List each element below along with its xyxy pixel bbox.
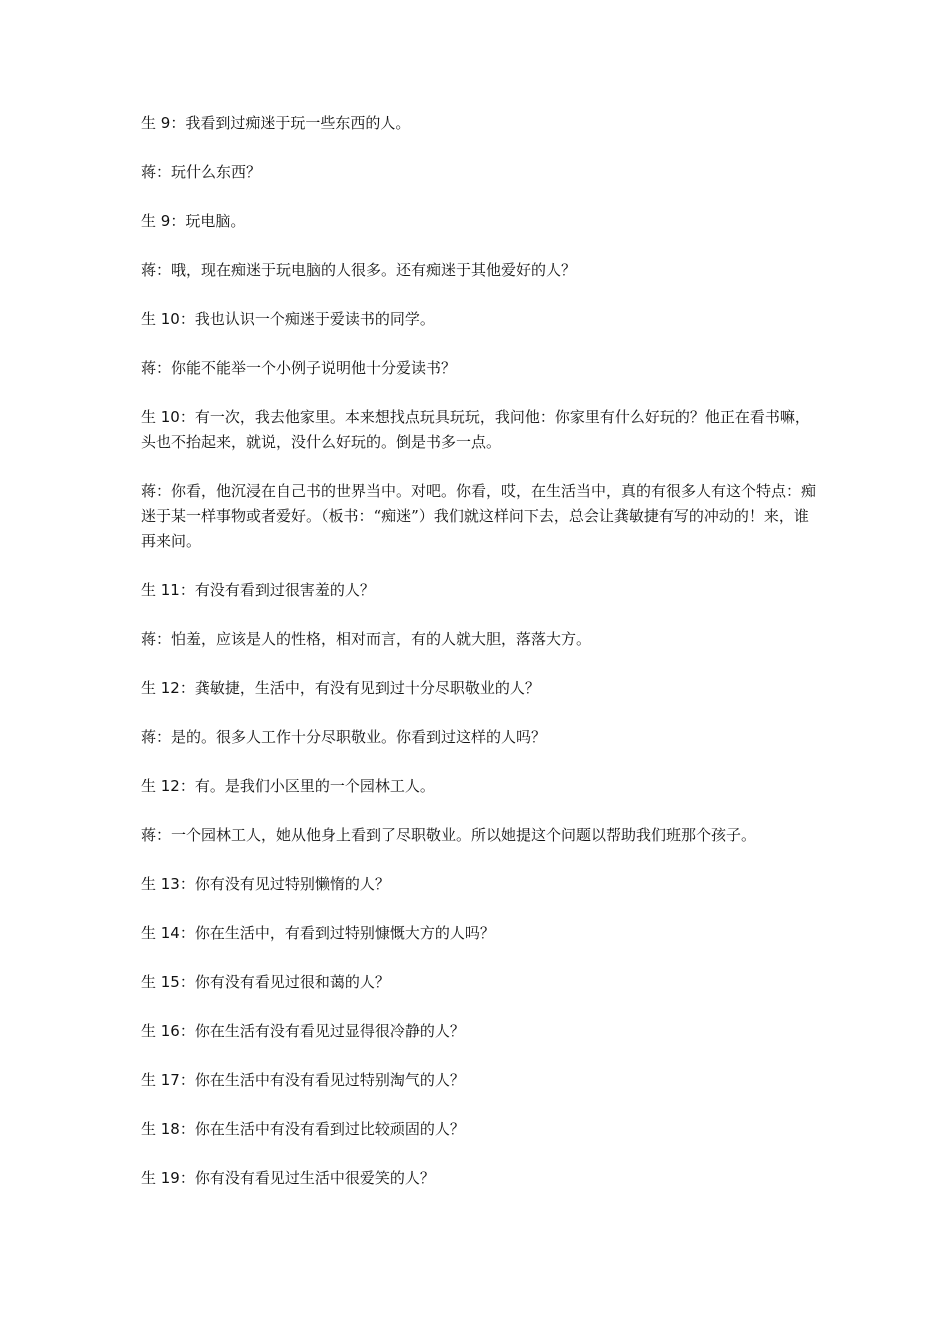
speaker-label: 蒋 xyxy=(141,163,157,181)
speaker-label: 生 9 xyxy=(141,114,171,132)
utterance-text: ：龚敏捷，生活中，有没有见到过十分尽职敬业的人？ xyxy=(179,679,540,697)
speaker-label: 蒋 xyxy=(141,261,157,279)
dialogue-line xyxy=(141,970,821,995)
speaker-label: 生 11 xyxy=(141,581,180,599)
utterance-text: ：有一次，我去他家里。本来想找点玩具玩玩，我问他：你家里有什么好玩的？他正在看书嘛，头也不抬起来，就说，没什么好玩的。倒是书多一点。 xyxy=(141,408,810,451)
utterance-text: ：你看，他沉浸在自己书的世界当中。对吧。你看，哎，在生活当中，真的有很多人有这个特点：痴迷于某一样事物或者爱好。（板书：“痴迷”）我们就这样问下去，总会让龚敏捷有写的冲动的！来，谁再来问。 xyxy=(141,482,817,550)
dialogue-line xyxy=(141,1019,821,1044)
utterance-text: ：我看到过痴迷于玩一些东西的人。 xyxy=(170,114,411,132)
speaker-label: 生 19 xyxy=(141,1169,180,1187)
dialogue-line xyxy=(141,160,821,185)
dialogue-line xyxy=(141,307,821,332)
speaker-label: 生 15 xyxy=(141,973,180,991)
dialogue-line xyxy=(141,1068,821,1093)
dialogue-transcript xyxy=(141,111,821,1215)
speaker-label: 生 9 xyxy=(141,212,171,230)
speaker-label: 生 10 xyxy=(141,310,180,328)
utterance-text: ：你在生活有没有看见过显得很冷静的人？ xyxy=(179,1022,465,1040)
utterance-text: ：你有没有看见过生活中很爱笑的人？ xyxy=(179,1169,435,1187)
utterance-text: ：玩什么东西？ xyxy=(156,163,262,181)
utterance-text: ：你在生活中有没有看见过特别淘气的人？ xyxy=(179,1071,465,1089)
speaker-label: 生 16 xyxy=(141,1022,180,1040)
speaker-label: 生 17 xyxy=(141,1071,180,1089)
utterance-text: ：有没有看到过很害羞的人？ xyxy=(179,581,375,599)
utterance-text: ：我也认识一个痴迷于爱读书的同学。 xyxy=(179,310,435,328)
utterance-text: ：一个园林工人，她从他身上看到了尽职敬业。所以她提这个问题以帮助我们班那个孩子。 xyxy=(156,826,757,844)
speaker-label: 生 18 xyxy=(141,1120,180,1138)
utterance-text: ：你在生活中，有看到过特别慷慨大方的人吗？ xyxy=(179,924,495,942)
dialogue-line xyxy=(141,921,821,946)
dialogue-line xyxy=(141,725,821,750)
dialogue-line xyxy=(141,209,821,234)
utterance-text: ：你在生活中有没有看到过比较顽固的人？ xyxy=(179,1120,465,1138)
speaker-label: 蒋 xyxy=(141,359,157,377)
dialogue-line xyxy=(141,872,821,897)
utterance-text: ：你有没有见过特别懒惰的人？ xyxy=(179,875,390,893)
dialogue-line xyxy=(141,578,821,603)
dialogue-line xyxy=(141,774,821,799)
speaker-label: 生 14 xyxy=(141,924,180,942)
dialogue-line xyxy=(141,111,821,136)
speaker-label: 蒋 xyxy=(141,630,157,648)
dialogue-line xyxy=(141,823,821,848)
utterance-text: ：有。是我们小区里的一个园林工人。 xyxy=(179,777,435,795)
speaker-label: 生 12 xyxy=(141,679,180,697)
utterance-text: ：玩电脑。 xyxy=(170,212,246,230)
utterance-text: ：是的。很多人工作十分尽职敬业。你看到过这样的人吗？ xyxy=(156,728,547,746)
speaker-label: 生 13 xyxy=(141,875,180,893)
dialogue-line xyxy=(141,676,821,701)
utterance-text: ：你能不能举一个小例子说明他十分爱读书？ xyxy=(156,359,457,377)
utterance-text: ：哦，现在痴迷于玩电脑的人很多。还有痴迷于其他爱好的人？ xyxy=(156,261,577,279)
dialogue-line xyxy=(141,356,821,381)
utterance-text: ：你有没有看见过很和蔼的人？ xyxy=(179,973,390,991)
dialogue-line xyxy=(141,627,821,652)
speaker-label: 蒋 xyxy=(141,482,157,500)
speaker-label: 生 10 xyxy=(141,408,180,426)
dialogue-line xyxy=(141,1166,821,1191)
speaker-label: 蒋 xyxy=(141,826,157,844)
speaker-label: 蒋 xyxy=(141,728,157,746)
dialogue-line xyxy=(141,479,821,554)
dialogue-line xyxy=(141,1117,821,1142)
dialogue-line xyxy=(141,405,821,455)
dialogue-line xyxy=(141,258,821,283)
speaker-label: 生 12 xyxy=(141,777,180,795)
utterance-text: ：怕羞，应该是人的性格，相对而言，有的人就大胆，落落大方。 xyxy=(156,630,592,648)
